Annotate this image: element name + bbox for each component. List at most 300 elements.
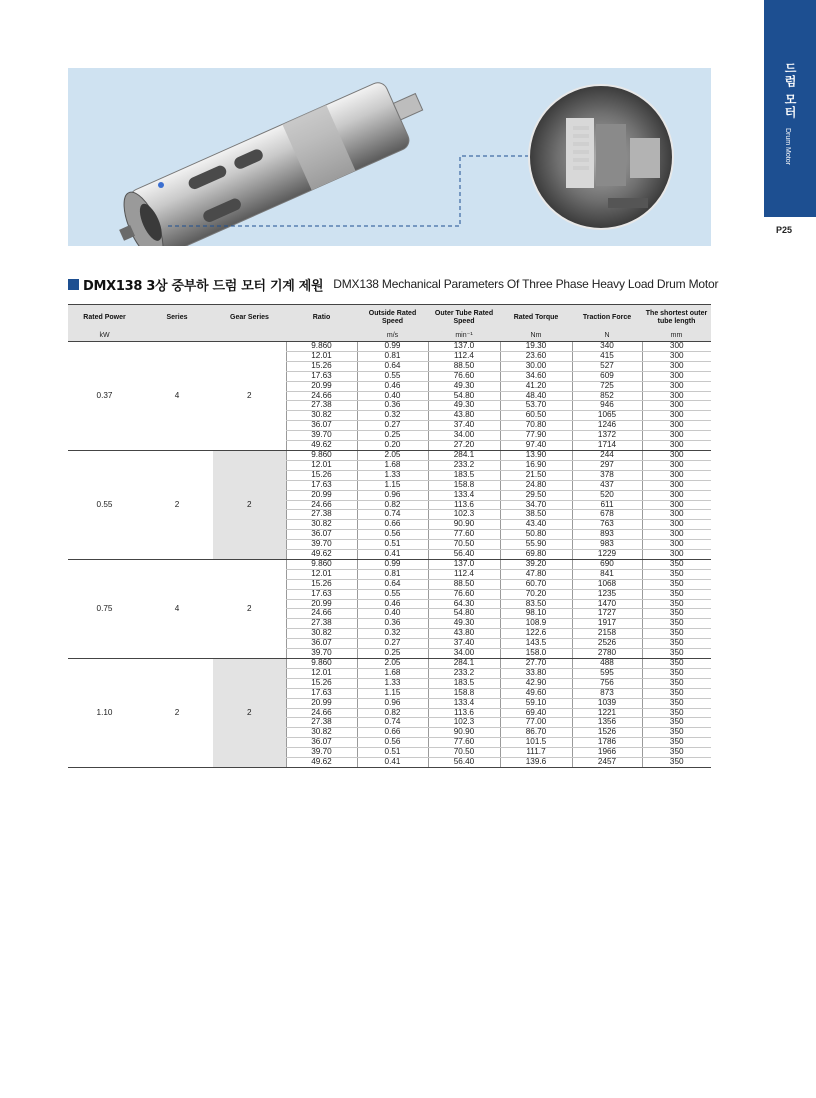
shortest-length-cell: 300 xyxy=(642,351,711,361)
outside-speed-cell: 0.82 xyxy=(357,500,428,510)
traction-force-cell: 763 xyxy=(572,520,642,530)
outside-speed-cell: 0.20 xyxy=(357,441,428,451)
outer-tube-speed-cell: 34.00 xyxy=(428,431,500,441)
ratio-cell: 12.01 xyxy=(286,351,357,361)
ratio-cell: 27.38 xyxy=(286,401,357,411)
shortest-length-cell: 350 xyxy=(642,668,711,678)
ratio-cell: 12.01 xyxy=(286,460,357,470)
traction-force-cell: 378 xyxy=(572,470,642,480)
series-cell: 2 xyxy=(141,450,213,559)
rated-torque-cell: 34.70 xyxy=(500,500,572,510)
outside-speed-cell: 1.33 xyxy=(357,470,428,480)
rated-torque-cell: 97.40 xyxy=(500,441,572,451)
outer-tube-speed-cell: 37.40 xyxy=(428,421,500,431)
ratio-cell: 30.82 xyxy=(286,411,357,421)
outer-tube-speed-cell: 43.80 xyxy=(428,629,500,639)
ratio-cell: 9.860 xyxy=(286,559,357,569)
outside-speed-cell: 1.15 xyxy=(357,480,428,490)
units-row xyxy=(68,331,711,342)
traction-force-cell: 244 xyxy=(572,450,642,460)
traction-force-cell: 1470 xyxy=(572,599,642,609)
shortest-length-cell: 350 xyxy=(642,639,711,649)
shortest-length-cell: 300 xyxy=(642,480,711,490)
spec-table-body xyxy=(68,342,711,768)
outside-speed-cell: 0.41 xyxy=(357,758,428,768)
outside-speed-cell: 0.99 xyxy=(357,342,428,352)
traction-force-cell: 2526 xyxy=(572,639,642,649)
heading-english: DMX138 Mechanical Parameters Of Three Phase Heavy Load Drum Motor xyxy=(333,277,719,291)
header-outer-tube-speed: Outer Tube Rated Speed xyxy=(428,305,500,332)
traction-force-cell: 2780 xyxy=(572,649,642,659)
rated-torque-cell: 24.80 xyxy=(500,480,572,490)
ratio-cell: 24.66 xyxy=(286,500,357,510)
table-row xyxy=(68,450,711,460)
ratio-cell: 36.07 xyxy=(286,421,357,431)
ratio-cell: 15.26 xyxy=(286,579,357,589)
outer-tube-speed-cell: 77.60 xyxy=(428,530,500,540)
gear-series-cell: 2 xyxy=(213,450,286,559)
header-rated-torque: Rated Torque xyxy=(500,305,572,332)
traction-force-cell: 340 xyxy=(572,342,642,352)
ratio-cell: 39.70 xyxy=(286,649,357,659)
shortest-length-cell: 350 xyxy=(642,559,711,569)
ratio-cell: 36.07 xyxy=(286,530,357,540)
traction-force-cell: 678 xyxy=(572,510,642,520)
ratio-cell: 30.82 xyxy=(286,629,357,639)
rated-torque-cell: 43.40 xyxy=(500,520,572,530)
outer-tube-speed-cell: 70.50 xyxy=(428,748,500,758)
outer-tube-speed-cell: 158.8 xyxy=(428,480,500,490)
outside-speed-cell: 1.33 xyxy=(357,678,428,688)
rated-torque-cell: 34.60 xyxy=(500,371,572,381)
unit-rated-power: kW xyxy=(68,331,141,342)
outer-tube-speed-cell: 43.80 xyxy=(428,411,500,421)
outer-tube-speed-cell: 133.4 xyxy=(428,698,500,708)
shortest-length-cell: 350 xyxy=(642,678,711,688)
ratio-cell: 20.99 xyxy=(286,381,357,391)
unit-rated-torque: Nm xyxy=(500,331,572,342)
shortest-length-cell: 300 xyxy=(642,540,711,550)
rated-torque-cell: 77.90 xyxy=(500,431,572,441)
traction-force-cell: 595 xyxy=(572,668,642,678)
outside-speed-cell: 0.66 xyxy=(357,520,428,530)
rated-torque-cell: 41.20 xyxy=(500,381,572,391)
outer-tube-speed-cell: 112.4 xyxy=(428,351,500,361)
outside-speed-cell: 0.40 xyxy=(357,609,428,619)
outer-tube-speed-cell: 88.50 xyxy=(428,579,500,589)
rated-torque-cell: 108.9 xyxy=(500,619,572,629)
header-gear-series: Gear Series xyxy=(213,305,286,332)
rated-torque-cell: 39.20 xyxy=(500,559,572,569)
outer-tube-speed-cell: 133.4 xyxy=(428,490,500,500)
header-series: Series xyxy=(141,305,213,332)
outside-speed-cell: 0.55 xyxy=(357,589,428,599)
rated-torque-cell: 77.00 xyxy=(500,718,572,728)
rated-torque-cell: 69.40 xyxy=(500,708,572,718)
outside-speed-cell: 1.68 xyxy=(357,668,428,678)
outside-speed-cell: 0.27 xyxy=(357,421,428,431)
outside-speed-cell: 0.56 xyxy=(357,738,428,748)
outside-speed-cell: 0.66 xyxy=(357,728,428,738)
ratio-cell: 39.70 xyxy=(286,431,357,441)
traction-force-cell: 2158 xyxy=(572,629,642,639)
outer-tube-speed-cell: 102.3 xyxy=(428,510,500,520)
outside-speed-cell: 0.46 xyxy=(357,381,428,391)
table-row xyxy=(68,659,711,669)
outside-speed-cell: 0.36 xyxy=(357,401,428,411)
table-row xyxy=(68,342,711,352)
traction-force-cell: 1917 xyxy=(572,619,642,629)
outer-tube-speed-cell: 183.5 xyxy=(428,678,500,688)
ratio-cell: 12.01 xyxy=(286,569,357,579)
rated-torque-cell: 122.6 xyxy=(500,629,572,639)
gear-series-cell: 2 xyxy=(213,659,286,768)
traction-force-cell: 609 xyxy=(572,371,642,381)
shortest-length-cell: 300 xyxy=(642,441,711,451)
rated-torque-cell: 33.80 xyxy=(500,668,572,678)
traction-force-cell: 690 xyxy=(572,559,642,569)
shortest-length-cell: 350 xyxy=(642,629,711,639)
outer-tube-speed-cell: 70.50 xyxy=(428,540,500,550)
ratio-cell: 20.99 xyxy=(286,698,357,708)
traction-force-cell: 1235 xyxy=(572,589,642,599)
ratio-cell: 39.70 xyxy=(286,540,357,550)
rated-torque-cell: 48.40 xyxy=(500,391,572,401)
rated-torque-cell: 16.90 xyxy=(500,460,572,470)
outer-tube-speed-cell: 113.6 xyxy=(428,500,500,510)
traction-force-cell: 1065 xyxy=(572,411,642,421)
outside-speed-cell: 2.05 xyxy=(357,659,428,669)
outer-tube-speed-cell: 49.30 xyxy=(428,381,500,391)
traction-force-cell: 725 xyxy=(572,381,642,391)
traction-force-cell: 1229 xyxy=(572,550,642,560)
traction-force-cell: 852 xyxy=(572,391,642,401)
shortest-length-cell: 350 xyxy=(642,688,711,698)
heading-square-icon xyxy=(68,279,79,290)
sidebar-divider xyxy=(764,215,816,217)
outside-speed-cell: 0.25 xyxy=(357,649,428,659)
shortest-length-cell: 350 xyxy=(642,619,711,629)
rated-torque-cell: 111.7 xyxy=(500,748,572,758)
traction-force-cell: 527 xyxy=(572,361,642,371)
ratio-cell: 15.26 xyxy=(286,678,357,688)
shortest-length-cell: 350 xyxy=(642,728,711,738)
shortest-length-cell: 350 xyxy=(642,708,711,718)
rated-torque-cell: 60.50 xyxy=(500,411,572,421)
ratio-cell: 17.63 xyxy=(286,688,357,698)
gear-series-cell: 2 xyxy=(213,559,286,658)
heading-korean: DMX138 3상 중부하 드럼 모터 기계 제원 xyxy=(83,278,324,294)
traction-force-cell: 1246 xyxy=(572,421,642,431)
shortest-length-cell: 300 xyxy=(642,411,711,421)
shortest-length-cell: 300 xyxy=(642,500,711,510)
ratio-cell: 49.62 xyxy=(286,758,357,768)
outside-speed-cell: 0.64 xyxy=(357,579,428,589)
header-outside-speed: Outside Rated Speed xyxy=(357,305,428,332)
shortest-length-cell: 350 xyxy=(642,569,711,579)
traction-force-cell: 415 xyxy=(572,351,642,361)
outside-speed-cell: 0.25 xyxy=(357,431,428,441)
sidebar-english-label: Drum Motor xyxy=(784,128,791,165)
shortest-length-cell: 350 xyxy=(642,599,711,609)
outer-tube-speed-cell: 76.60 xyxy=(428,589,500,599)
shortest-length-cell: 350 xyxy=(642,748,711,758)
outside-speed-cell: 0.32 xyxy=(357,411,428,421)
traction-force-cell: 520 xyxy=(572,490,642,500)
drum-motor-illustration xyxy=(68,68,711,246)
header-shortest-length: The shortest outer tube length xyxy=(642,305,711,332)
outer-tube-speed-cell: 112.4 xyxy=(428,569,500,579)
rated-torque-cell: 59.10 xyxy=(500,698,572,708)
rated-torque-cell: 70.80 xyxy=(500,421,572,431)
outer-tube-speed-cell: 49.30 xyxy=(428,401,500,411)
outer-tube-speed-cell: 102.3 xyxy=(428,718,500,728)
shortest-length-cell: 300 xyxy=(642,401,711,411)
outer-tube-speed-cell: 37.40 xyxy=(428,639,500,649)
product-photo xyxy=(68,68,711,246)
shortest-length-cell: 350 xyxy=(642,579,711,589)
rated-torque-cell: 101.5 xyxy=(500,738,572,748)
ratio-cell: 27.38 xyxy=(286,619,357,629)
outer-tube-speed-cell: 34.00 xyxy=(428,649,500,659)
shortest-length-cell: 350 xyxy=(642,659,711,669)
outside-speed-cell: 1.68 xyxy=(357,460,428,470)
ratio-cell: 9.860 xyxy=(286,450,357,460)
outside-speed-cell: 0.32 xyxy=(357,629,428,639)
ratio-cell: 39.70 xyxy=(286,748,357,758)
traction-force-cell: 1039 xyxy=(572,698,642,708)
outer-tube-speed-cell: 56.40 xyxy=(428,758,500,768)
outside-speed-cell: 2.05 xyxy=(357,450,428,460)
shortest-length-cell: 300 xyxy=(642,470,711,480)
shortest-length-cell: 300 xyxy=(642,460,711,470)
unit-ratio xyxy=(286,331,357,342)
shortest-length-cell: 300 xyxy=(642,421,711,431)
traction-force-cell: 983 xyxy=(572,540,642,550)
rated-torque-cell: 98.10 xyxy=(500,609,572,619)
outer-tube-speed-cell: 77.60 xyxy=(428,738,500,748)
outer-tube-speed-cell: 284.1 xyxy=(428,450,500,460)
rated-torque-cell: 55.90 xyxy=(500,540,572,550)
page-number: P25 xyxy=(776,225,793,235)
traction-force-cell: 841 xyxy=(572,569,642,579)
traction-force-cell: 1966 xyxy=(572,748,642,758)
traction-force-cell: 946 xyxy=(572,401,642,411)
rated-power-cell: 0.75 xyxy=(68,559,141,658)
ratio-cell: 17.63 xyxy=(286,589,357,599)
outer-tube-speed-cell: 183.5 xyxy=(428,470,500,480)
unit-gear-series xyxy=(213,331,286,342)
ratio-cell: 20.99 xyxy=(286,490,357,500)
traction-force-cell: 1714 xyxy=(572,441,642,451)
rated-torque-cell: 47.80 xyxy=(500,569,572,579)
outside-speed-cell: 0.51 xyxy=(357,540,428,550)
ratio-cell: 49.62 xyxy=(286,550,357,560)
traction-force-cell: 1068 xyxy=(572,579,642,589)
series-cell: 4 xyxy=(141,342,213,451)
outer-tube-speed-cell: 27.20 xyxy=(428,441,500,451)
shortest-length-cell: 300 xyxy=(642,530,711,540)
ratio-cell: 17.63 xyxy=(286,480,357,490)
outside-speed-cell: 0.82 xyxy=(357,708,428,718)
shortest-length-cell: 350 xyxy=(642,758,711,768)
outside-speed-cell: 0.99 xyxy=(357,559,428,569)
unit-series xyxy=(141,331,213,342)
rated-power-cell: 0.55 xyxy=(68,450,141,559)
traction-force-cell: 1786 xyxy=(572,738,642,748)
traction-force-cell: 1356 xyxy=(572,718,642,728)
rated-torque-cell: 139.6 xyxy=(500,758,572,768)
traction-force-cell: 1727 xyxy=(572,609,642,619)
spec-table-container xyxy=(68,304,711,768)
outside-speed-cell: 0.41 xyxy=(357,550,428,560)
outside-speed-cell: 0.74 xyxy=(357,718,428,728)
outer-tube-speed-cell: 49.30 xyxy=(428,619,500,629)
shortest-length-cell: 350 xyxy=(642,649,711,659)
header-ratio: Ratio xyxy=(286,305,357,332)
unit-outside-speed: m/s xyxy=(357,331,428,342)
shortest-length-cell: 300 xyxy=(642,520,711,530)
outer-tube-speed-cell: 76.60 xyxy=(428,371,500,381)
outside-speed-cell: 0.64 xyxy=(357,361,428,371)
shortest-length-cell: 350 xyxy=(642,718,711,728)
rated-torque-cell: 143.5 xyxy=(500,639,572,649)
outside-speed-cell: 0.46 xyxy=(357,599,428,609)
rated-torque-cell: 70.20 xyxy=(500,589,572,599)
shortest-length-cell: 300 xyxy=(642,381,711,391)
outside-speed-cell: 1.15 xyxy=(357,688,428,698)
outer-tube-speed-cell: 88.50 xyxy=(428,361,500,371)
ratio-cell: 24.66 xyxy=(286,391,357,401)
traction-force-cell: 2457 xyxy=(572,758,642,768)
shortest-length-cell: 300 xyxy=(642,361,711,371)
rated-torque-cell: 42.90 xyxy=(500,678,572,688)
shortest-length-cell: 350 xyxy=(642,698,711,708)
outside-speed-cell: 0.74 xyxy=(357,510,428,520)
shortest-length-cell: 350 xyxy=(642,609,711,619)
outer-tube-speed-cell: 64.30 xyxy=(428,599,500,609)
series-cell: 2 xyxy=(141,659,213,768)
rated-torque-cell: 86.70 xyxy=(500,728,572,738)
outer-tube-speed-cell: 233.2 xyxy=(428,460,500,470)
outer-tube-speed-cell: 233.2 xyxy=(428,668,500,678)
rated-torque-cell: 30.00 xyxy=(500,361,572,371)
outside-speed-cell: 0.40 xyxy=(357,391,428,401)
ratio-cell: 24.66 xyxy=(286,708,357,718)
rated-power-cell: 1.10 xyxy=(68,659,141,768)
rated-power-cell: 0.37 xyxy=(68,342,141,451)
ratio-cell: 9.860 xyxy=(286,659,357,669)
rated-torque-cell: 27.70 xyxy=(500,659,572,669)
outside-speed-cell: 0.27 xyxy=(357,639,428,649)
rated-torque-cell: 23.60 xyxy=(500,351,572,361)
header-rated-power: Rated Power xyxy=(68,305,141,332)
rated-torque-cell: 38.50 xyxy=(500,510,572,520)
shortest-length-cell: 300 xyxy=(642,371,711,381)
rated-torque-cell: 13.90 xyxy=(500,450,572,460)
traction-force-cell: 488 xyxy=(572,659,642,669)
outer-tube-speed-cell: 90.90 xyxy=(428,520,500,530)
shortest-length-cell: 300 xyxy=(642,510,711,520)
ratio-cell: 30.82 xyxy=(286,728,357,738)
traction-force-cell: 1372 xyxy=(572,431,642,441)
rated-torque-cell: 50.80 xyxy=(500,530,572,540)
rated-torque-cell: 53.70 xyxy=(500,401,572,411)
ratio-cell: 20.99 xyxy=(286,599,357,609)
shortest-length-cell: 300 xyxy=(642,550,711,560)
rated-torque-cell: 21.50 xyxy=(500,470,572,480)
outer-tube-speed-cell: 113.6 xyxy=(428,708,500,718)
outside-speed-cell: 0.81 xyxy=(357,351,428,361)
rated-torque-cell: 69.80 xyxy=(500,550,572,560)
outer-tube-speed-cell: 137.0 xyxy=(428,342,500,352)
ratio-cell: 9.860 xyxy=(286,342,357,352)
outer-tube-speed-cell: 54.80 xyxy=(428,609,500,619)
ratio-cell: 15.26 xyxy=(286,470,357,480)
outer-tube-speed-cell: 90.90 xyxy=(428,728,500,738)
gear-series-cell: 2 xyxy=(213,342,286,451)
shortest-length-cell: 300 xyxy=(642,450,711,460)
sidebar-korean-label: 드럼 모터 xyxy=(783,62,797,120)
outside-speed-cell: 0.36 xyxy=(357,619,428,629)
outside-speed-cell: 0.96 xyxy=(357,698,428,708)
traction-force-cell: 437 xyxy=(572,480,642,490)
ratio-cell: 15.26 xyxy=(286,361,357,371)
traction-force-cell: 756 xyxy=(572,678,642,688)
spec-table xyxy=(68,304,711,768)
outside-speed-cell: 0.96 xyxy=(357,490,428,500)
header-traction-force: Traction Force xyxy=(572,305,642,332)
ratio-cell: 17.63 xyxy=(286,371,357,381)
traction-force-cell: 1221 xyxy=(572,708,642,718)
outside-speed-cell: 0.81 xyxy=(357,569,428,579)
unit-traction-force: N xyxy=(572,331,642,342)
outside-speed-cell: 0.51 xyxy=(357,748,428,758)
table-row xyxy=(68,559,711,569)
outer-tube-speed-cell: 137.0 xyxy=(428,559,500,569)
traction-force-cell: 893 xyxy=(572,530,642,540)
shortest-length-cell: 300 xyxy=(642,391,711,401)
outer-tube-speed-cell: 158.8 xyxy=(428,688,500,698)
outside-speed-cell: 0.56 xyxy=(357,530,428,540)
rated-torque-cell: 158.0 xyxy=(500,649,572,659)
traction-force-cell: 611 xyxy=(572,500,642,510)
shortest-length-cell: 300 xyxy=(642,342,711,352)
ratio-cell: 49.62 xyxy=(286,441,357,451)
traction-force-cell: 873 xyxy=(572,688,642,698)
rated-torque-cell: 83.50 xyxy=(500,599,572,609)
outside-speed-cell: 0.55 xyxy=(357,371,428,381)
shortest-length-cell: 350 xyxy=(642,738,711,748)
series-cell: 4 xyxy=(141,559,213,658)
outer-tube-speed-cell: 284.1 xyxy=(428,659,500,669)
ratio-cell: 36.07 xyxy=(286,639,357,649)
ratio-cell: 24.66 xyxy=(286,609,357,619)
traction-force-cell: 297 xyxy=(572,460,642,470)
ratio-cell: 12.01 xyxy=(286,668,357,678)
shortest-length-cell: 300 xyxy=(642,490,711,500)
ratio-cell: 27.38 xyxy=(286,510,357,520)
ratio-cell: 27.38 xyxy=(286,718,357,728)
rated-torque-cell: 19.30 xyxy=(500,342,572,352)
shortest-length-cell: 300 xyxy=(642,431,711,441)
rated-torque-cell: 60.70 xyxy=(500,579,572,589)
traction-force-cell: 1526 xyxy=(572,728,642,738)
rated-torque-cell: 49.60 xyxy=(500,688,572,698)
outer-tube-speed-cell: 56.40 xyxy=(428,550,500,560)
rated-torque-cell: 29.50 xyxy=(500,490,572,500)
unit-outer-tube-speed: min⁻¹ xyxy=(428,331,500,342)
